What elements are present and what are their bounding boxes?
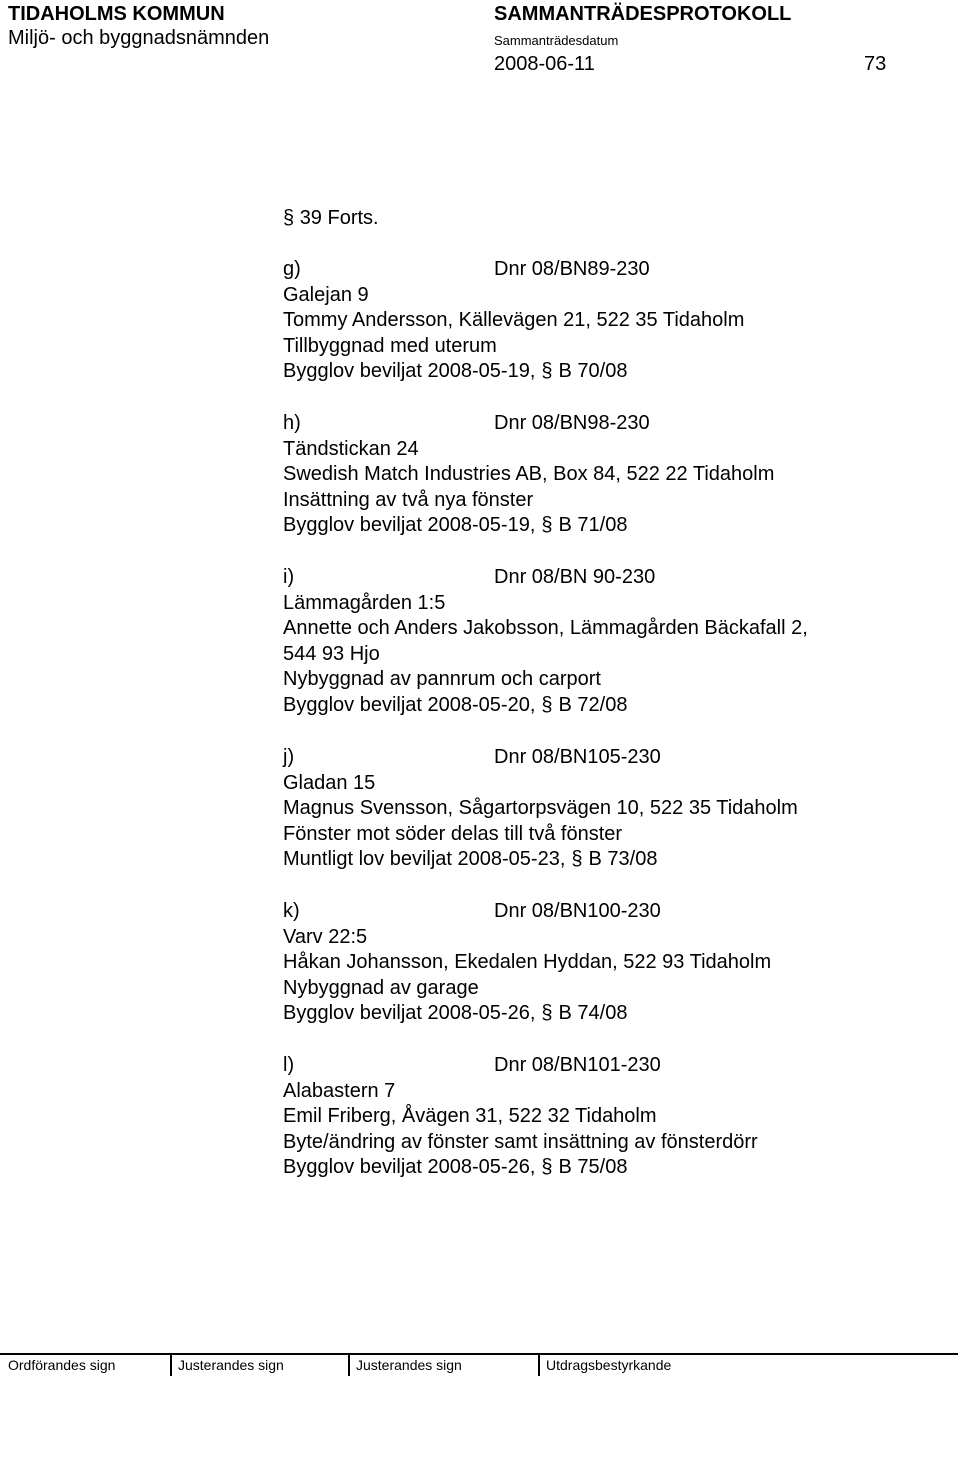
item-letter: i): [283, 566, 295, 588]
decision-item: [283, 257, 923, 385]
decision-item: [283, 1053, 923, 1181]
item-decision-line: [283, 1001, 923, 1027]
item-detail-line: 544 93 Hjo: [283, 642, 380, 665]
item-decision-line: [283, 1155, 923, 1181]
item-detail-line: Tändstickan 24: [283, 437, 419, 460]
footer-separator: [348, 1353, 350, 1376]
item-header-row: [283, 257, 923, 283]
item-decision: Bygglov beviljat 2008-05-20,: [283, 693, 536, 716]
item-detail-line: Gladan 15: [283, 771, 376, 794]
item-letter: k): [283, 900, 300, 922]
section-symbol: §: [541, 360, 553, 383]
item-header-row: [283, 745, 923, 771]
item-detail-line: Magnus Svensson, Sågartorpsvägen 10, 522 35 Tidaholm: [283, 797, 798, 820]
item-dnr: Dnr 08/BN101-230: [494, 1054, 661, 1076]
item-detail-line: Annette och Anders Jakobsson, Lämmagården Bäckafall 2,: [283, 617, 808, 640]
item-letter: h): [283, 412, 301, 434]
item-detail-line: Tommy Andersson, Källevägen 21, 522 35 Tidaholm: [283, 309, 745, 332]
section-symbol: §: [541, 693, 553, 716]
item-header-row: [283, 411, 923, 437]
item-detail-line: Lämmagården 1:5: [283, 591, 446, 614]
item-detail-line: Nybyggnad av pannrum och carport: [283, 668, 601, 691]
item-dnr: Dnr 08/BN105-230: [494, 746, 661, 768]
section-symbol: §: [571, 848, 583, 871]
section-symbol: §: [541, 1156, 553, 1179]
item-decision: Bygglov beviljat 2008-05-26,: [283, 1002, 536, 1025]
decision-item: [283, 745, 923, 873]
item-decision-line: [283, 359, 923, 385]
item-decision-line: [283, 693, 923, 719]
section-heading: [283, 206, 379, 232]
date-label: Sammanträdesdatum: [494, 33, 619, 48]
footer-label-adjuster-sign-1: Justerandes sign: [178, 1357, 284, 1373]
footer-label-adjuster-sign-2: Justerandes sign: [356, 1357, 462, 1373]
footer-separator: [538, 1353, 540, 1376]
item-detail-line: Galejan 9: [283, 283, 369, 306]
item-dnr: Dnr 08/BN100-230: [494, 900, 661, 922]
item-decision-ref: B 75/08: [558, 1156, 628, 1179]
document-type: SAMMANTRÄDESPROTOKOLL: [494, 3, 792, 25]
item-decision-line: [283, 847, 923, 873]
item-detail-line: Varv 22:5: [283, 925, 368, 948]
item-dnr: Dnr 08/BN89-230: [494, 258, 650, 280]
section-symbol: §: [541, 514, 553, 537]
item-detail-line: Tillbyggnad med uterum: [283, 334, 497, 357]
item-decision: Muntligt lov beviljat 2008-05-23,: [283, 848, 566, 871]
item-detail-line: Emil Friberg, Åvägen 31, 522 32 Tidaholm: [283, 1105, 657, 1128]
item-decision-line: [283, 513, 923, 539]
item-decision-ref: B 74/08: [558, 1002, 628, 1025]
item-decision: Bygglov beviljat 2008-05-19,: [283, 360, 536, 383]
footer-rule: [0, 1353, 958, 1355]
item-header-row: [283, 1053, 923, 1079]
item-dnr: Dnr 08/BN 90-230: [494, 566, 656, 588]
decision-item: [283, 565, 923, 719]
decision-item: [283, 899, 923, 1027]
page-number: 73: [864, 53, 887, 75]
item-detail-line: Byte/ändring av fönster samt insättning av fönsterdörr: [283, 1130, 758, 1153]
item-detail-line: Nybyggnad av garage: [283, 976, 479, 999]
item-decision-ref: B 70/08: [558, 360, 628, 383]
item-detail-line: Fönster mot söder delas till två fönster: [283, 822, 623, 845]
item-letter: l): [283, 1054, 295, 1076]
item-header-row: [283, 565, 923, 591]
section-symbol: §: [541, 1002, 553, 1025]
item-decision-ref: B 72/08: [558, 693, 628, 716]
org-name: TIDAHOLMS KOMMUN: [8, 3, 225, 25]
item-detail-line: Swedish Match Industries AB, Box 84, 522 22 Tidaholm: [283, 463, 775, 486]
section-symbol: §: [283, 207, 295, 229]
item-detail-line: Håkan Johansson, Ekedalen Hyddan, 522 93 Tidaholm: [283, 951, 772, 974]
meeting-date: 2008-06-11: [494, 53, 595, 75]
item-decision: Bygglov beviljat 2008-05-19,: [283, 514, 536, 537]
item-letter: j): [283, 746, 295, 768]
section-heading-text: 39 Forts.: [299, 207, 379, 229]
item-detail-line: Alabastern 7: [283, 1079, 396, 1102]
decision-item: [283, 411, 923, 539]
item-decision-ref: B 73/08: [588, 848, 658, 871]
item-dnr: Dnr 08/BN98-230: [494, 412, 650, 434]
footer-label-chair-sign: Ordförandes sign: [8, 1357, 116, 1373]
item-detail-line: Insättning av två nya fönster: [283, 488, 534, 511]
item-decision: Bygglov beviljat 2008-05-26,: [283, 1156, 536, 1179]
footer-label-extract-certify: Utdragsbestyrkande: [546, 1357, 672, 1373]
item-letter: g): [283, 258, 301, 280]
item-header-row: [283, 899, 923, 925]
footer-separator: [170, 1353, 172, 1376]
committee-name: Miljö- och byggnadsnämnden: [8, 27, 270, 49]
item-decision-ref: B 71/08: [558, 514, 628, 537]
